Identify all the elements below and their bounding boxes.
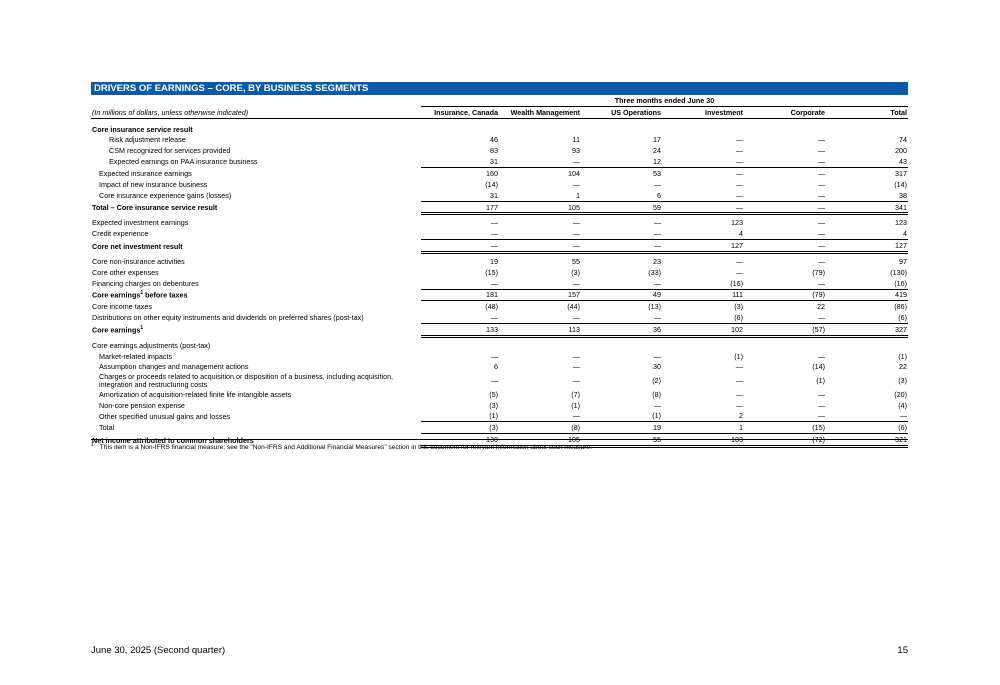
- cell-value: —: [653, 218, 661, 228]
- cell-value: —: [744, 278, 826, 289]
- cell-value: —: [735, 400, 743, 410]
- cell-value: (3): [734, 302, 743, 312]
- cell-value: (16): [826, 278, 908, 289]
- table-row: [91, 190, 908, 201]
- cell-value: (16): [662, 278, 744, 289]
- table-row: [91, 179, 908, 190]
- footnote: [91, 439, 908, 451]
- cell-value: —: [581, 240, 662, 253]
- cell-value: —: [499, 228, 581, 239]
- cell-value: 36: [581, 324, 662, 337]
- cell-value: 127: [826, 240, 908, 253]
- cell-value: 19: [490, 256, 498, 266]
- cell-value: —: [490, 218, 498, 228]
- cell-value: 22: [817, 302, 825, 312]
- row-label: [91, 389, 421, 400]
- row-label-text: Market-related impacts: [99, 351, 173, 361]
- cell-value: (1): [734, 351, 743, 361]
- cell-value: (14): [812, 362, 825, 372]
- footnote-marker: 1: [91, 442, 94, 448]
- cell-value: —: [735, 376, 743, 386]
- cell-value: 97: [899, 256, 908, 266]
- table-row: [91, 124, 908, 135]
- cell-value: (3): [571, 267, 580, 277]
- cell-value: (20): [894, 389, 908, 399]
- cell-value: (1): [421, 411, 499, 422]
- cell-value: (2): [652, 376, 661, 386]
- cell-value: —: [735, 362, 743, 372]
- cell-value: 19: [581, 422, 662, 434]
- cell-value: 123: [895, 218, 908, 228]
- cell-value: (7): [571, 389, 580, 399]
- row-label-text: Core earnings: [92, 325, 141, 335]
- row-label-text: Core earnings: [92, 290, 141, 300]
- cell-value: [581, 340, 662, 351]
- table-row: [91, 411, 908, 422]
- cell-value: 123: [731, 218, 743, 228]
- column-header: Wealth Management: [499, 106, 581, 118]
- cell-value: —: [490, 351, 498, 361]
- cell-value: —: [662, 156, 744, 167]
- cell-value: —: [572, 218, 580, 228]
- row-label-suffix: before taxes: [143, 290, 188, 300]
- cell-value: —: [744, 312, 826, 323]
- cell-value: —: [817, 218, 825, 228]
- cell-value: (86): [894, 302, 908, 312]
- row-label-text: Total: [99, 423, 115, 433]
- cell-value: 22: [899, 362, 908, 372]
- cell-value: 11: [572, 135, 580, 145]
- row-label: [91, 340, 421, 351]
- column-header-row: [91, 106, 908, 118]
- row-label: [91, 190, 421, 201]
- cell-value: [499, 124, 581, 135]
- cell-value: 6: [494, 362, 498, 372]
- cell-value: —: [744, 240, 826, 253]
- cell-value: 12: [581, 156, 662, 167]
- cell-value: —: [817, 351, 825, 361]
- row-label: [91, 278, 421, 289]
- cell-value: [662, 340, 744, 351]
- row-label: [91, 411, 421, 422]
- cell-value: —: [735, 267, 743, 277]
- period-header: Three months ended June 30: [421, 95, 908, 106]
- row-label: [91, 217, 421, 228]
- table-row: [91, 340, 908, 351]
- cell-value: (130): [890, 267, 908, 277]
- row-label: [91, 372, 421, 388]
- cell-value: (3): [421, 422, 499, 434]
- cell-value: 74: [899, 135, 908, 145]
- cell-value: (14): [894, 179, 908, 189]
- cell-value: 93: [572, 146, 580, 156]
- cell-value: —: [581, 228, 662, 239]
- cell-value: —: [499, 240, 581, 253]
- cell-value: 133: [421, 324, 499, 337]
- table-row: [91, 267, 908, 278]
- row-label: [91, 228, 421, 239]
- row-label-text: Core non-insurance activities: [92, 256, 185, 266]
- cell-value: 1: [662, 422, 744, 434]
- cell-value: —: [581, 278, 662, 289]
- column-header: Total: [826, 106, 908, 118]
- cell-value: 17: [653, 135, 661, 145]
- row-label: [91, 324, 421, 337]
- table-row: [91, 422, 908, 434]
- cell-value: —: [817, 179, 825, 189]
- cell-value: —: [662, 201, 744, 214]
- row-label-text: Core net investment result: [92, 241, 183, 251]
- cell-value: —: [572, 376, 580, 386]
- cell-value: [421, 340, 499, 351]
- period-header-row: [91, 95, 908, 106]
- cell-value: 317: [895, 168, 908, 178]
- cell-value: (5): [489, 389, 498, 399]
- cell-value: —: [817, 146, 825, 156]
- footer-date: June 30, 2025 (Second quarter): [91, 645, 226, 656]
- column-header: Investment: [662, 106, 744, 118]
- table-title-banner: DRIVERS OF EARNINGS – CORE, BY BUSINESS SEGMENTS: [91, 82, 908, 95]
- cell-value: 83: [490, 146, 498, 156]
- cell-value: —: [817, 400, 825, 410]
- cell-value: —: [735, 256, 743, 266]
- cell-value: [662, 124, 744, 135]
- row-label-text: Financing charges on debentures: [92, 278, 199, 288]
- cell-value: —: [735, 146, 743, 156]
- cell-value: 55: [572, 256, 580, 266]
- cell-value: 30: [653, 362, 661, 372]
- cell-value: 157: [499, 289, 581, 301]
- table-row: [91, 135, 908, 146]
- row-label-text: Total – Core insurance service result: [92, 203, 218, 213]
- cell-value: (8): [499, 422, 581, 434]
- row-label: [91, 179, 421, 190]
- table-row: [91, 278, 908, 289]
- cell-value: 53: [653, 168, 661, 178]
- row-label-text: Expected earnings on PAA insurance business: [109, 157, 258, 167]
- cell-value: (6): [662, 312, 744, 323]
- cell-value: —: [817, 135, 825, 145]
- row-label-text: Net income attributed to common shareholders: [92, 435, 254, 445]
- cell-value: (1): [571, 400, 580, 410]
- cell-value: 113: [499, 324, 581, 337]
- cell-value: —: [744, 156, 826, 167]
- cell-value: [744, 124, 826, 135]
- row-label: [91, 267, 421, 278]
- row-label: [91, 312, 421, 323]
- row-label-text: Impact of new insurance business: [99, 179, 208, 189]
- cell-value: 59: [581, 201, 662, 214]
- cell-value: [826, 340, 908, 351]
- cell-value: —: [572, 351, 580, 361]
- cell-value: 2: [662, 411, 744, 422]
- row-label: [91, 351, 421, 362]
- row-label: [91, 400, 421, 411]
- row-label: [91, 289, 421, 301]
- row-label: [91, 124, 421, 135]
- row-label: [91, 362, 421, 373]
- cell-value: —: [653, 179, 661, 189]
- table-row: [91, 228, 908, 239]
- cell-value: (13): [648, 302, 661, 312]
- cell-value: (1): [898, 351, 908, 361]
- cell-value: 43: [826, 156, 908, 167]
- footnote-ref: 1: [140, 290, 144, 297]
- cell-value: —: [735, 168, 743, 178]
- row-label-text: Amortization of acquisition-related finite life intangible assets: [99, 389, 292, 399]
- cell-value: (1): [581, 411, 662, 422]
- cell-value: (33): [648, 267, 661, 277]
- cell-value: [744, 340, 826, 351]
- row-label-text: Distributions on other equity instruments and dividends on preferred shares (post-tax): [92, 313, 364, 323]
- cell-value: 130: [421, 434, 499, 447]
- row-label: [91, 145, 421, 156]
- cell-value: 160: [486, 168, 498, 178]
- cell-value: —: [662, 190, 744, 201]
- row-label-text: Risk adjustment release: [109, 135, 186, 145]
- cell-value: (79): [744, 289, 826, 301]
- drivers-of-earnings-table: [91, 95, 908, 448]
- units-note: (In millions of dollars, unless otherwise indicated): [91, 106, 421, 118]
- table-row: [91, 289, 908, 301]
- cell-value: 111: [662, 289, 744, 301]
- row-label-text: Charges or proceeds related to acquisition or disposition of a business, including acquisition, integration and restructuring costs: [99, 372, 394, 389]
- cell-value: 200: [895, 146, 908, 156]
- column-header: Corporate: [744, 106, 826, 118]
- cell-value: —: [744, 411, 826, 422]
- cell-value: —: [572, 362, 580, 372]
- cell-value: [499, 340, 581, 351]
- table-row: [91, 256, 908, 267]
- table-row: [91, 351, 908, 362]
- cell-value: —: [735, 389, 743, 399]
- cell-value: 103: [662, 434, 744, 447]
- cell-value: 181: [421, 289, 499, 301]
- cell-value: [826, 124, 908, 135]
- cell-value: —: [735, 179, 743, 189]
- row-label: [91, 135, 421, 146]
- cell-value: (14): [485, 179, 498, 189]
- row-label: [91, 301, 421, 312]
- cell-value: —: [744, 228, 826, 239]
- row-label-text: Other specified unusual gains and losses: [99, 411, 231, 421]
- row-label: [91, 422, 421, 434]
- table-row: [91, 324, 908, 337]
- column-header: Insurance, Canada: [421, 106, 499, 118]
- cell-value: —: [499, 156, 581, 167]
- table-row: [91, 168, 908, 179]
- cell-value: —: [817, 389, 825, 399]
- row-label: [91, 156, 421, 167]
- cell-value: (79): [812, 267, 825, 277]
- cell-value: 23: [653, 256, 661, 266]
- cell-value: —: [490, 376, 498, 386]
- row-label-text: Core insurance experience gains (losses): [99, 190, 232, 200]
- cell-value: —: [499, 411, 581, 422]
- table-row: [91, 201, 908, 214]
- page-number: 15: [897, 645, 908, 656]
- table-row: [91, 400, 908, 411]
- cell-value: 102: [662, 324, 744, 337]
- cell-value: (3): [489, 400, 498, 410]
- cell-value: —: [421, 240, 499, 253]
- row-label-text: Core other expenses: [92, 267, 159, 277]
- cell-value: —: [817, 256, 825, 266]
- cell-value: (48): [485, 302, 498, 312]
- row-label-text: Core income taxes: [92, 302, 152, 312]
- cell-value: 4: [662, 228, 744, 239]
- cell-value: 105: [499, 434, 581, 447]
- cell-value: 24: [653, 146, 661, 156]
- row-label-text: CSM recognized for services provided: [109, 146, 231, 156]
- cell-value: 55: [581, 434, 662, 447]
- cell-value: (3): [898, 376, 908, 386]
- cell-value: (6): [826, 312, 908, 323]
- row-label-text: Expected investment earnings: [92, 218, 189, 228]
- table-row: [91, 362, 908, 373]
- cell-value: —: [421, 228, 499, 239]
- table-row: [91, 389, 908, 400]
- cell-value: —: [421, 312, 499, 323]
- column-header: US Operations: [581, 106, 662, 118]
- table-row: [91, 312, 908, 323]
- cell-value: 1: [499, 190, 581, 201]
- cell-value: 321: [826, 434, 908, 447]
- table-row: [91, 145, 908, 156]
- row-label-text: Non-core pension expense: [99, 400, 185, 410]
- cell-value: 327: [826, 324, 908, 337]
- table-row: [91, 372, 908, 388]
- cell-value: 4: [826, 228, 908, 239]
- cell-value: 105: [499, 201, 581, 214]
- cell-value: —: [735, 135, 743, 145]
- cell-value: (15): [744, 422, 826, 434]
- cell-value: 31: [421, 156, 499, 167]
- cell-value: [421, 124, 499, 135]
- row-label-text: Core earnings adjustments (post-tax): [92, 340, 211, 350]
- cell-value: (57): [744, 324, 826, 337]
- footnote-ref: 1: [140, 325, 144, 332]
- cell-value: 31: [421, 190, 499, 201]
- cell-value: 49: [581, 289, 662, 301]
- cell-value: 38: [826, 190, 908, 201]
- cell-value: —: [499, 312, 581, 323]
- row-label: [91, 256, 421, 267]
- row-label: [91, 201, 421, 214]
- cell-value: —: [499, 278, 581, 289]
- row-label: [91, 240, 421, 253]
- cell-value: —: [421, 278, 499, 289]
- cell-value: 127: [662, 240, 744, 253]
- row-label: [91, 168, 421, 179]
- row-label-text: Expected insurance earnings: [99, 168, 192, 178]
- cell-value: —: [744, 201, 826, 214]
- cell-value: (1): [816, 376, 825, 386]
- cell-value: (8): [652, 389, 661, 399]
- cell-value: 419: [826, 289, 908, 301]
- row-label-text: Assumption changes and management actions: [99, 362, 249, 372]
- cell-value: —: [826, 411, 908, 422]
- cell-value: (6): [826, 422, 908, 434]
- table-row: [91, 301, 908, 312]
- cell-value: —: [581, 312, 662, 323]
- cell-value: 6: [581, 190, 662, 201]
- cell-value: —: [572, 179, 580, 189]
- table-row: [91, 240, 908, 253]
- table-row: [91, 217, 908, 228]
- cell-value: (15): [485, 267, 498, 277]
- cell-value: (44): [567, 302, 580, 312]
- cell-value: (72): [744, 434, 826, 447]
- row-label-text: Core insurance service result: [92, 124, 193, 134]
- cell-value: —: [744, 190, 826, 201]
- cell-value: 104: [568, 168, 580, 178]
- cell-value: —: [817, 168, 825, 178]
- table-row: [91, 156, 908, 167]
- cell-value: 341: [826, 201, 908, 214]
- cell-value: (4): [898, 400, 908, 410]
- cell-value: 46: [490, 135, 498, 145]
- cell-value: [581, 124, 662, 135]
- cell-value: 177: [421, 201, 499, 214]
- cell-value: —: [653, 351, 661, 361]
- footnote-text: This item is a Non-IFRS financial measure; see the "Non-IFRS and Additional Financial Measures" section in this document for relevant information about such measure.: [99, 444, 592, 452]
- cell-value: —: [653, 400, 661, 410]
- row-label-text: Credit experience: [92, 229, 149, 239]
